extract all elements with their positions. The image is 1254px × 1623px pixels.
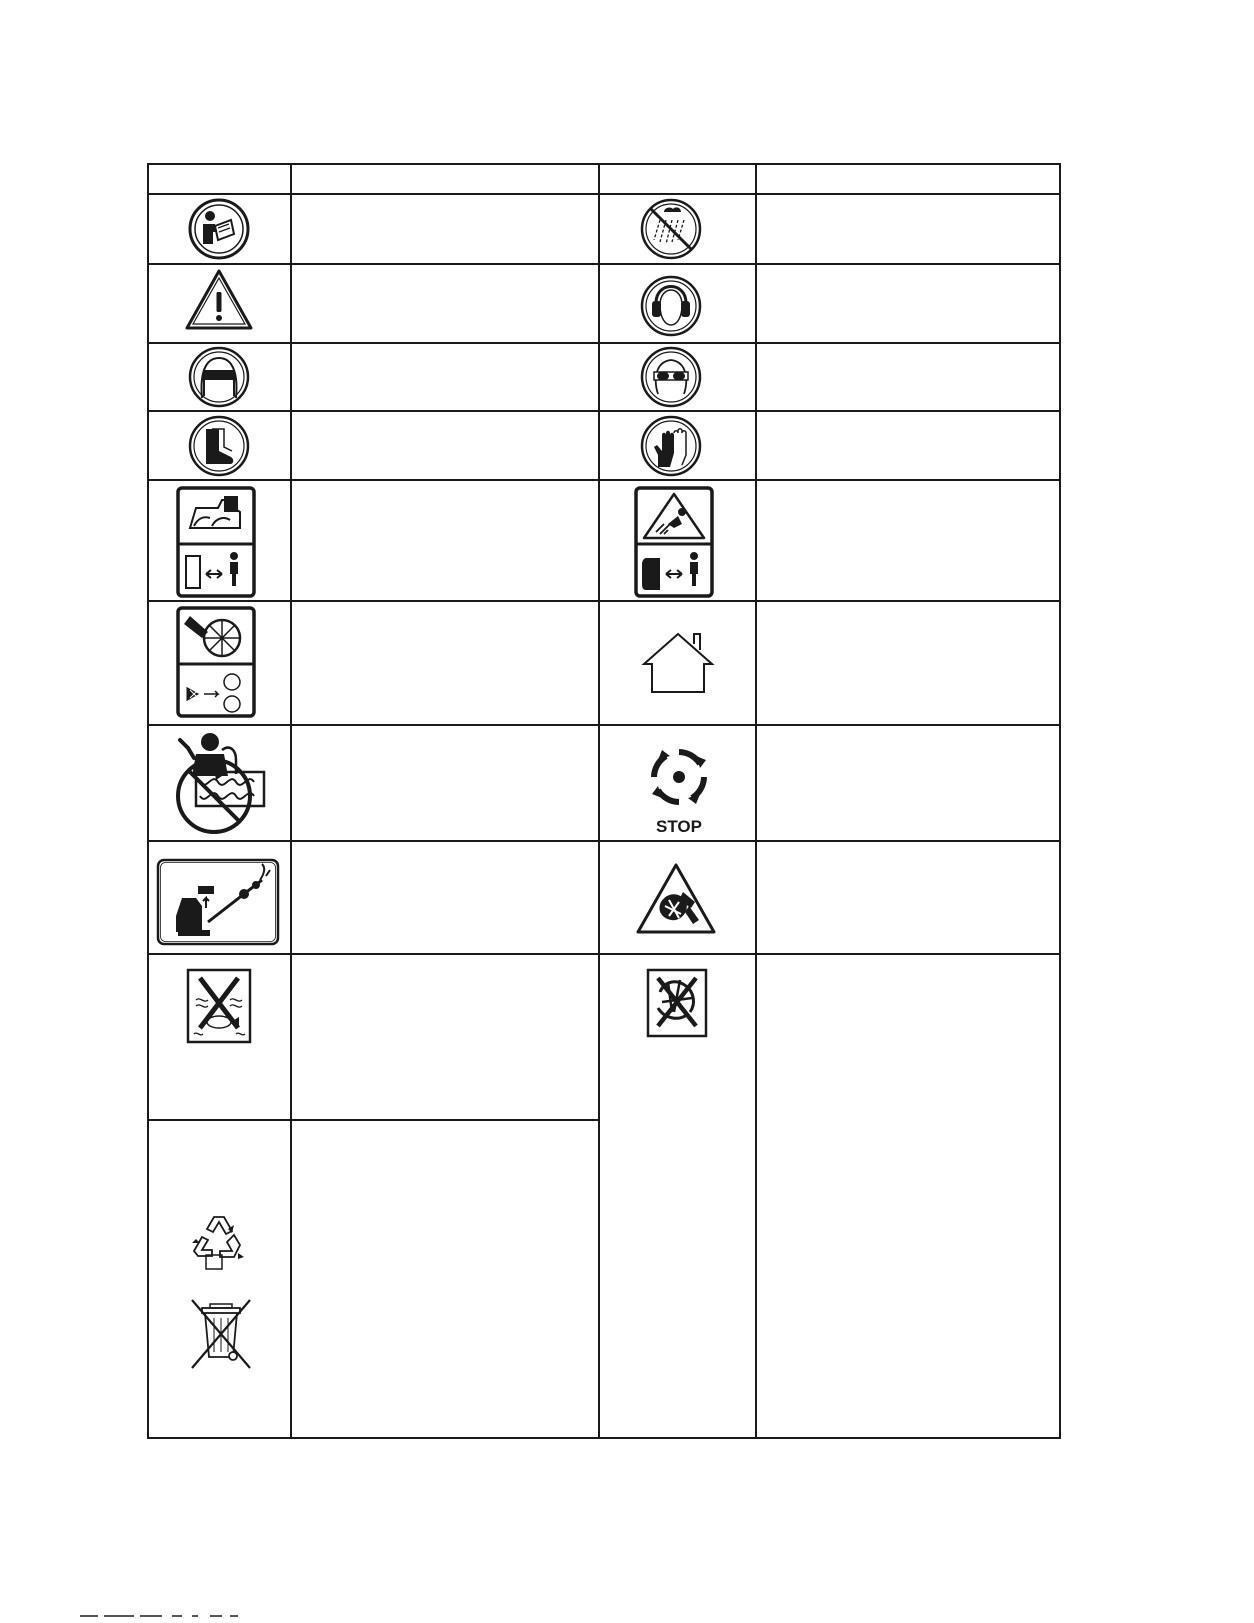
safety-boots-icon: [188, 415, 250, 477]
do-not-clear-clogs-by-hand-icon: [174, 730, 270, 838]
table-rule: [598, 163, 600, 1439]
header-meaning-cell: [758, 166, 1058, 192]
table-rule: [148, 953, 1061, 955]
no-water-pollution-icon: [186, 968, 252, 1044]
table-rule: [148, 193, 1061, 195]
safety-alert-icon: [184, 268, 254, 332]
header-meaning-cell: [293, 166, 597, 192]
table-rule: [148, 840, 1061, 842]
table-rule: [148, 1119, 600, 1121]
house-icon: [640, 630, 716, 696]
no-pollution-icon: [646, 968, 708, 1038]
safety-glasses-icon: [640, 346, 702, 408]
gloves-icon: [640, 415, 702, 477]
table-rule: [148, 479, 1061, 481]
table-rule: [148, 263, 1061, 265]
table-rule: [148, 1437, 1061, 1439]
crossed-out-bin-icon: [188, 1298, 254, 1370]
table-rule: [148, 724, 1061, 726]
header-symbol-cell: [601, 166, 754, 192]
table-rule: [290, 163, 292, 1439]
table-rule: [148, 410, 1061, 412]
footer-marks: [60, 1613, 320, 1619]
recycle-icon: [188, 1211, 252, 1273]
table-rule: [148, 342, 1061, 344]
auger-hand-entanglement-icon: [176, 606, 256, 718]
read-manual-icon: [188, 198, 250, 260]
header-symbol-cell: [150, 166, 290, 192]
no-rain-icon: [640, 198, 702, 260]
rotating-parts-keep-distance-icon: [176, 486, 256, 598]
table-rule: [148, 600, 1061, 602]
table-rule: [147, 163, 149, 1439]
face-shield-icon: [188, 346, 250, 408]
table-rule: [1059, 163, 1061, 1439]
thrown-objects-keep-distance-icon: [634, 486, 714, 598]
table-rule: [755, 163, 757, 1439]
stop-label: STOP: [656, 817, 702, 836]
hearing-protection-icon: [640, 275, 702, 337]
clearing-tool-icon: [156, 858, 280, 946]
table-rule: [148, 163, 1061, 165]
auger-hazard-triangle-icon: [635, 862, 717, 936]
wait-for-stop-icon: [648, 746, 710, 836]
